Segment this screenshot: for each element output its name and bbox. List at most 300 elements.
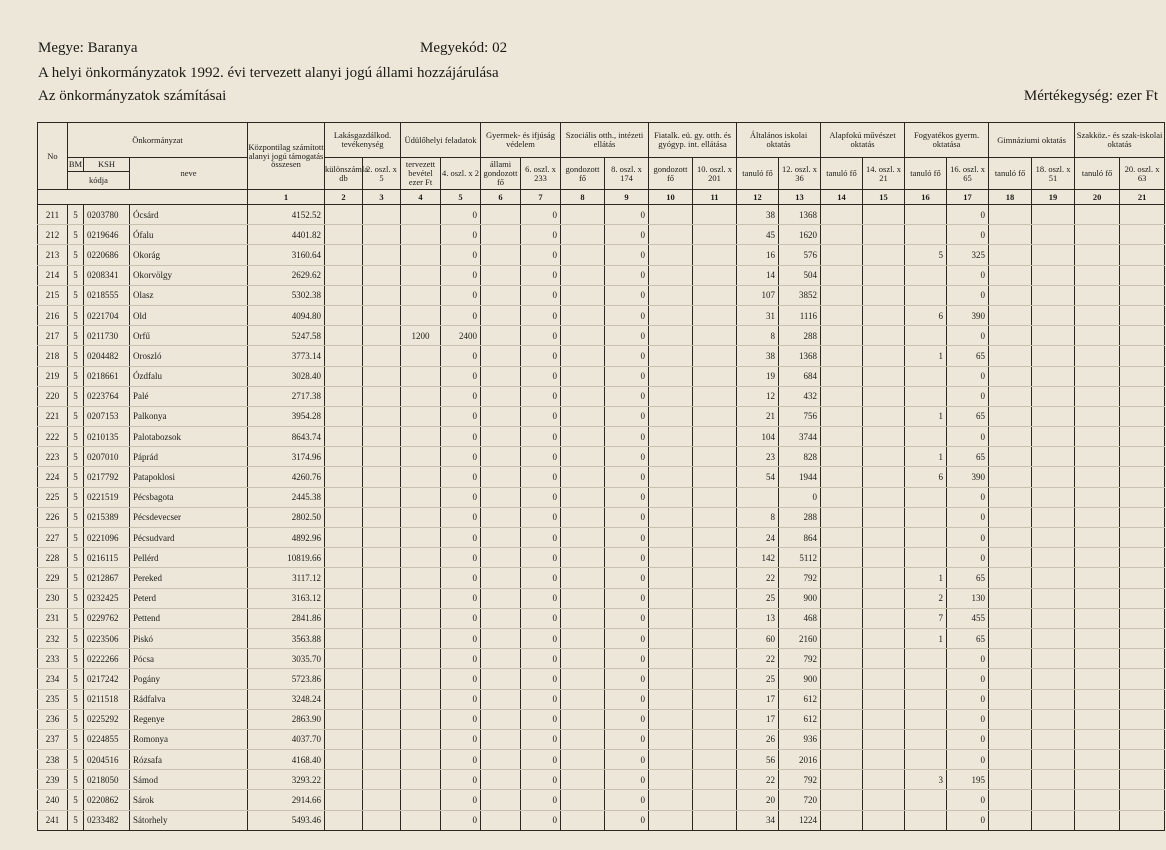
cell-name: Palé (130, 386, 248, 406)
cell-empty (649, 326, 693, 346)
cell-c7: 0 (521, 750, 561, 770)
cell-empty (1120, 548, 1165, 568)
cell-c5: 0 (441, 568, 481, 588)
cell-empty (693, 548, 737, 568)
header-sub: gondozott fő (649, 158, 693, 190)
cell-c7: 0 (521, 285, 561, 305)
cell-empty (863, 346, 905, 366)
cell-c4 (401, 588, 441, 608)
cell-empty (863, 669, 905, 689)
header-gimnaziumi: Gimnáziumi oktatás (989, 123, 1075, 158)
cell-total: 3117.12 (248, 568, 325, 588)
cell-empty (863, 225, 905, 245)
cell-c7: 0 (521, 326, 561, 346)
cell-empty (481, 447, 521, 467)
cell-empty (693, 366, 737, 386)
header-ksh: KSH (84, 158, 130, 172)
cell-total: 3035.70 (248, 649, 325, 669)
cell-empty (821, 305, 863, 325)
cell-bm: 5 (68, 285, 84, 305)
cell-no: 220 (38, 386, 68, 406)
cell-total: 3163.12 (248, 588, 325, 608)
table-row (38, 810, 1165, 830)
cell-total: 4260.76 (248, 467, 325, 487)
cell-c7: 0 (521, 528, 561, 548)
cell-empty (325, 467, 363, 487)
cell-c7: 0 (521, 366, 561, 386)
cell-c4 (401, 386, 441, 406)
cell-ksh: 0216115 (84, 548, 130, 568)
cell-empty (1075, 305, 1120, 325)
cell-empty (1120, 406, 1165, 426)
cell-empty (481, 689, 521, 709)
cell-empty (1032, 790, 1075, 810)
cell-empty (693, 487, 737, 507)
cell-c12: 26 (737, 729, 779, 749)
cell-empty (1120, 810, 1165, 830)
cell-total: 4037.70 (248, 729, 325, 749)
header-szocialis: Szociális otth., intézeti ellátás (561, 123, 649, 158)
cell-c4 (401, 265, 441, 285)
cell-c12: 60 (737, 628, 779, 648)
cell-bm: 5 (68, 265, 84, 285)
cell-empty (821, 588, 863, 608)
cell-empty (325, 568, 363, 588)
cell-empty (325, 750, 363, 770)
cell-empty (1075, 245, 1120, 265)
cell-c5: 0 (441, 245, 481, 265)
cell-empty (1075, 810, 1120, 830)
cell-c5: 0 (441, 608, 481, 628)
cell-empty (821, 689, 863, 709)
allocation-table (37, 122, 1165, 831)
cell-c9: 0 (605, 205, 649, 225)
cell-c13: 288 (779, 507, 821, 527)
cell-c5: 0 (441, 649, 481, 669)
cell-total: 5247.58 (248, 326, 325, 346)
cell-bm: 5 (68, 608, 84, 628)
table-row (38, 225, 1165, 245)
cell-empty (561, 366, 605, 386)
header-kodja: kódja (68, 172, 130, 190)
cell-c13: 2016 (779, 750, 821, 770)
cell-c12: 22 (737, 770, 779, 790)
cell-empty (1120, 326, 1165, 346)
cell-empty (481, 245, 521, 265)
cell-c5: 0 (441, 689, 481, 709)
cell-ksh: 0220686 (84, 245, 130, 265)
cell-empty (1032, 225, 1075, 245)
header-szakkoz: Szakköz.- és szak-iskolai oktatás (1075, 123, 1165, 158)
cell-empty (481, 205, 521, 225)
cell-c9: 0 (605, 689, 649, 709)
cell-c9: 0 (605, 548, 649, 568)
cell-empty (363, 810, 401, 830)
cell-c4 (401, 770, 441, 790)
cell-c13: 1368 (779, 346, 821, 366)
cell-c12: 34 (737, 810, 779, 830)
cell-empty (1032, 366, 1075, 386)
cell-bm: 5 (68, 447, 84, 467)
cell-name: Palkonya (130, 406, 248, 426)
column-number-blank (38, 190, 248, 205)
cell-empty (863, 790, 905, 810)
cell-empty (649, 709, 693, 729)
cell-bm: 5 (68, 467, 84, 487)
cell-c16 (905, 790, 947, 810)
cell-empty (693, 265, 737, 285)
cell-no: 222 (38, 427, 68, 447)
cell-empty (863, 750, 905, 770)
cell-empty (1120, 729, 1165, 749)
cell-c17: 0 (947, 386, 989, 406)
cell-bm: 5 (68, 649, 84, 669)
cell-c7: 0 (521, 386, 561, 406)
table-row (38, 770, 1165, 790)
cell-empty (363, 225, 401, 245)
cell-empty (821, 427, 863, 447)
cell-c5: 0 (441, 588, 481, 608)
cell-empty (325, 447, 363, 467)
cell-empty (989, 326, 1032, 346)
table-row (38, 790, 1165, 810)
cell-ksh: 0229762 (84, 608, 130, 628)
cell-c17: 195 (947, 770, 989, 790)
cell-c9: 0 (605, 225, 649, 245)
cell-empty (989, 346, 1032, 366)
page-subtitle: Az önkormányzatok számításai (38, 88, 227, 104)
cell-bm: 5 (68, 507, 84, 527)
cell-empty (363, 487, 401, 507)
cell-c12: 104 (737, 427, 779, 447)
cell-empty (693, 568, 737, 588)
cell-empty (1075, 729, 1120, 749)
cell-c9: 0 (605, 810, 649, 830)
column-number: 6 (481, 190, 521, 205)
cell-empty (1075, 588, 1120, 608)
cell-name: Pogány (130, 669, 248, 689)
cell-empty (1032, 326, 1075, 346)
header-onkormanyzat: Önkormányzat (68, 123, 248, 158)
cell-ksh: 0223506 (84, 628, 130, 648)
table-row (38, 346, 1165, 366)
cell-no: 230 (38, 588, 68, 608)
cell-empty (561, 649, 605, 669)
cell-c7: 0 (521, 810, 561, 830)
cell-c17: 0 (947, 225, 989, 245)
cell-c13: 864 (779, 528, 821, 548)
cell-empty (863, 205, 905, 225)
cell-empty (1075, 709, 1120, 729)
cell-c9: 0 (605, 608, 649, 628)
cell-empty (821, 709, 863, 729)
cell-ksh: 0224855 (84, 729, 130, 749)
table-row (38, 427, 1165, 447)
cell-empty (649, 386, 693, 406)
cell-c17: 0 (947, 649, 989, 669)
cell-empty (363, 326, 401, 346)
cell-empty (561, 467, 605, 487)
cell-total: 3293.22 (248, 770, 325, 790)
cell-empty (1032, 750, 1075, 770)
cell-c16: 2 (905, 588, 947, 608)
cell-empty (1120, 628, 1165, 648)
cell-empty (989, 225, 1032, 245)
cell-c16 (905, 366, 947, 386)
cell-c16: 6 (905, 467, 947, 487)
cell-empty (561, 770, 605, 790)
cell-c16: 5 (905, 245, 947, 265)
cell-empty (1032, 628, 1075, 648)
header-sub: állami gondozott fő (481, 158, 521, 190)
table-row (38, 548, 1165, 568)
cell-empty (649, 548, 693, 568)
cell-empty (481, 649, 521, 669)
cell-bm: 5 (68, 427, 84, 447)
cell-empty (363, 608, 401, 628)
cell-empty (1120, 649, 1165, 669)
cell-empty (325, 548, 363, 568)
cell-empty (481, 729, 521, 749)
cell-empty (1075, 467, 1120, 487)
cell-empty (561, 628, 605, 648)
cell-empty (561, 386, 605, 406)
cell-c17: 0 (947, 326, 989, 346)
cell-empty (863, 649, 905, 669)
cell-empty (649, 487, 693, 507)
cell-c7: 0 (521, 245, 561, 265)
cell-c5: 0 (441, 366, 481, 386)
cell-empty (863, 528, 905, 548)
cell-empty (989, 548, 1032, 568)
cell-no: 221 (38, 406, 68, 426)
cell-empty (1075, 285, 1120, 305)
table-header (38, 123, 1165, 205)
table-row (38, 285, 1165, 305)
cell-empty (1075, 608, 1120, 628)
cell-c9: 0 (605, 709, 649, 729)
cell-c17: 0 (947, 366, 989, 386)
cell-no: 231 (38, 608, 68, 628)
table-row (38, 487, 1165, 507)
table-row (38, 447, 1165, 467)
cell-empty (693, 790, 737, 810)
cell-empty (481, 467, 521, 487)
cell-empty (325, 487, 363, 507)
cell-empty (989, 205, 1032, 225)
cell-c12: 8 (737, 507, 779, 527)
cell-ksh: 0211730 (84, 326, 130, 346)
cell-c17: 65 (947, 447, 989, 467)
cell-c16 (905, 225, 947, 245)
cell-empty (649, 225, 693, 245)
cell-name: Orfű (130, 326, 248, 346)
cell-empty (649, 346, 693, 366)
cell-ksh: 0207153 (84, 406, 130, 426)
cell-c7: 0 (521, 305, 561, 325)
cell-empty (1032, 406, 1075, 426)
cell-c9: 0 (605, 467, 649, 487)
cell-empty (1075, 346, 1120, 366)
cell-bm: 5 (68, 305, 84, 325)
cell-empty (1032, 487, 1075, 507)
cell-c4 (401, 225, 441, 245)
cell-c7: 0 (521, 346, 561, 366)
cell-c17: 65 (947, 628, 989, 648)
cell-c9: 0 (605, 406, 649, 426)
cell-empty (1120, 608, 1165, 628)
cell-c9: 0 (605, 346, 649, 366)
cell-bm: 5 (68, 406, 84, 426)
cell-empty (821, 467, 863, 487)
cell-empty (1075, 447, 1120, 467)
cell-empty (863, 326, 905, 346)
cell-c16 (905, 709, 947, 729)
cell-bm: 5 (68, 588, 84, 608)
cell-c13: 0 (779, 487, 821, 507)
cell-c16: 1 (905, 447, 947, 467)
cell-empty (1120, 528, 1165, 548)
cell-empty (481, 265, 521, 285)
cell-empty (1075, 366, 1120, 386)
cell-c4 (401, 205, 441, 225)
cell-no: 218 (38, 346, 68, 366)
cell-name: Okorvölgy (130, 265, 248, 285)
cell-c9: 0 (605, 770, 649, 790)
cell-empty (649, 406, 693, 426)
cell-empty (481, 326, 521, 346)
cell-c16 (905, 386, 947, 406)
cell-ksh: 0218555 (84, 285, 130, 305)
cell-c9: 0 (605, 750, 649, 770)
cell-c17: 0 (947, 205, 989, 225)
cell-empty (1120, 467, 1165, 487)
cell-c13: 576 (779, 245, 821, 265)
cell-c16 (905, 689, 947, 709)
cell-empty (325, 790, 363, 810)
cell-c16 (905, 205, 947, 225)
cell-no: 233 (38, 649, 68, 669)
cell-empty (821, 729, 863, 749)
cell-c13: 900 (779, 669, 821, 689)
cell-empty (821, 790, 863, 810)
cell-empty (821, 487, 863, 507)
cell-c17: 455 (947, 608, 989, 628)
table-row (38, 406, 1165, 426)
cell-bm: 5 (68, 346, 84, 366)
column-number: 7 (521, 190, 561, 205)
table-row (38, 568, 1165, 588)
cell-ksh: 0223764 (84, 386, 130, 406)
cell-empty (693, 406, 737, 426)
cell-empty (821, 750, 863, 770)
cell-bm: 5 (68, 669, 84, 689)
header-sub: 4. oszl. x 2 (441, 158, 481, 190)
cell-name: Okorág (130, 245, 248, 265)
cell-no: 235 (38, 689, 68, 709)
header-sub: 12. oszl. x 36 (779, 158, 821, 190)
cell-c5: 0 (441, 346, 481, 366)
cell-empty (989, 750, 1032, 770)
cell-c5: 0 (441, 548, 481, 568)
cell-c9: 0 (605, 507, 649, 527)
header-no: No (38, 123, 68, 190)
cell-c7: 0 (521, 568, 561, 588)
cell-c4 (401, 689, 441, 709)
cell-empty (561, 225, 605, 245)
cell-empty (1032, 709, 1075, 729)
cell-empty (989, 447, 1032, 467)
cell-name: Pellérd (130, 548, 248, 568)
header-fiatalk: Fiatalk. eü. gy. otth. és gyógyp. int. ellátása (649, 123, 737, 158)
cell-ksh: 0204482 (84, 346, 130, 366)
cell-empty (821, 245, 863, 265)
cell-bm: 5 (68, 810, 84, 830)
cell-c16 (905, 548, 947, 568)
table-row (38, 305, 1165, 325)
cell-ksh: 0212867 (84, 568, 130, 588)
cell-empty (989, 729, 1032, 749)
cell-ksh: 0222266 (84, 649, 130, 669)
cell-total: 2717.38 (248, 386, 325, 406)
cell-bm: 5 (68, 548, 84, 568)
cell-empty (325, 205, 363, 225)
cell-c16: 7 (905, 608, 947, 628)
header-gyermek: Gyermek- és ifjúság védelem (481, 123, 561, 158)
cell-ksh: 0221519 (84, 487, 130, 507)
cell-empty (989, 770, 1032, 790)
cell-empty (649, 265, 693, 285)
cell-c17: 0 (947, 669, 989, 689)
cell-empty (325, 588, 363, 608)
cell-c17: 0 (947, 709, 989, 729)
cell-empty (363, 649, 401, 669)
cell-no: 240 (38, 790, 68, 810)
cell-total: 3563.88 (248, 628, 325, 648)
cell-empty (325, 810, 363, 830)
cell-c4 (401, 669, 441, 689)
cell-c4 (401, 548, 441, 568)
header-sub: 18. oszl. x 51 (1032, 158, 1075, 190)
cell-empty (989, 265, 1032, 285)
cell-c9: 0 (605, 588, 649, 608)
cell-empty (481, 285, 521, 305)
cell-no: 229 (38, 568, 68, 588)
cell-empty (649, 305, 693, 325)
cell-empty (693, 386, 737, 406)
cell-bm: 5 (68, 225, 84, 245)
cell-empty (325, 305, 363, 325)
cell-name: Pécsdevecser (130, 507, 248, 527)
cell-c7: 0 (521, 729, 561, 749)
cell-c12: 17 (737, 689, 779, 709)
cell-empty (561, 548, 605, 568)
cell-empty (649, 507, 693, 527)
cell-empty (363, 406, 401, 426)
cell-empty (481, 548, 521, 568)
cell-empty (863, 447, 905, 467)
cell-name: Pécsudvard (130, 528, 248, 548)
cell-empty (561, 326, 605, 346)
cell-empty (363, 528, 401, 548)
cell-empty (863, 245, 905, 265)
cell-bm: 5 (68, 366, 84, 386)
header-bm: BM (68, 158, 84, 172)
cell-empty (1032, 568, 1075, 588)
cell-empty (1120, 265, 1165, 285)
table-body (38, 205, 1165, 831)
header-sub: 10. oszl. x 201 (693, 158, 737, 190)
